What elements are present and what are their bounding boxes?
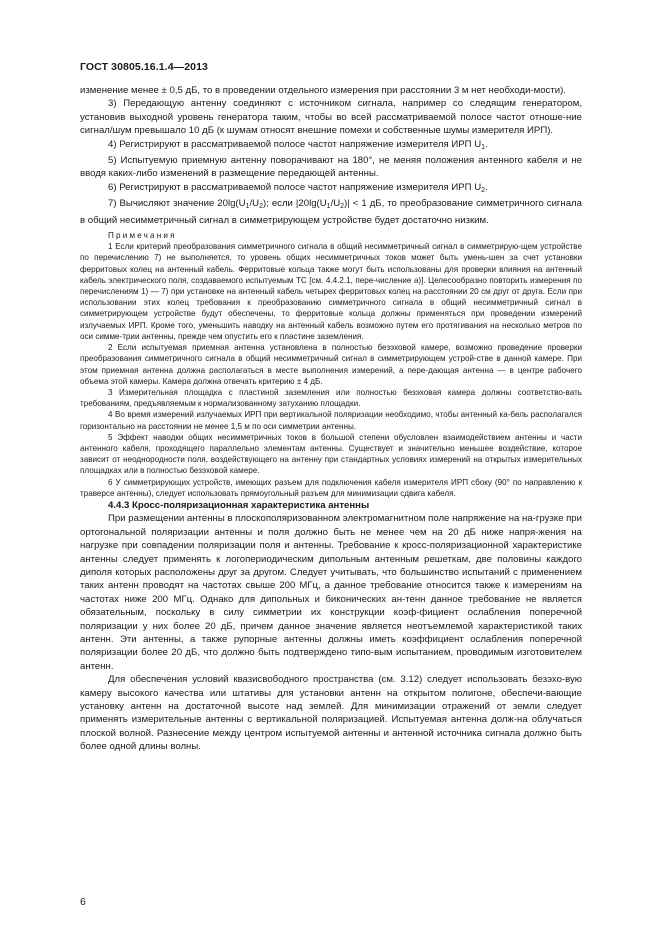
step-7-text-a: 7) Вычисляют значение 20lg(U xyxy=(108,198,246,210)
section-paragraph-2: Для обеспечения условий квазисвободного пространства (см. 3.12) следует использовать безэхо-вую камеру высокого качества или штативы для установки антенн на открытом полигоне, обеспечи-вающие установку антенн на достаточной высоте над землей. Для минимизации отражений от земли следует применять измерительные антенны с вертикальной поляризацией. Испытуемая антенна долж-на облучаться плоской волной. Разнесение между центром испытуемой антенны и антенной источника сигнала должно быть более одной длины волны. xyxy=(80,674,582,753)
step-6: 6) Регистрируют в рассматриваемой полосе частот напряжение измерителя ИРП $U_2$. xyxy=(108,181,488,194)
step-7 xyxy=(80,197,582,227)
section-heading: 4.4.3 Кросс-поляризационная характеристика антенны xyxy=(108,499,370,511)
note-5: 5 Эффект наводки общих несимметричных токов в большой степени обусловлен взаимодействием антенны и части антенного кабеля, проходящего параллельно элементам антенны. Существует и значительно меньшее воздействие, которое зависит от неоднородности поля, воздействующего на антенну при стандартных условиях измерений на открытых измерительных площадках или в полностью безэховой камере. xyxy=(80,432,582,476)
step-4: 4) Регистрируют в рассматриваемой полосе частот напряжение измерителя ИРП $U_1$. xyxy=(108,138,488,151)
step-7-text-e: )| < 1 дБ, то преобразование симметричного сигнала в общий несимметричный сигнал в симметрирующем устройстве будет достаточно низким. xyxy=(80,198,582,226)
page-number: 6 xyxy=(80,896,86,908)
note-4: 4 Во время измерений излучаемых ИРП при вертикальной поляризации необходимо, чтобы антенный ка-бель располагался горизонтально на расстоянии не менее 1,5 м по оси симметрии антенны. xyxy=(80,410,582,431)
step-3: 3) Передающую антенну соединяют с источником сигнала, например со следящим генератором, установив выходной уровень генератора таким, чтобы во всей рассматриваемой полосе частот отноше-ние сигнал/шум превышало 10 дБ (к шумам относят внешние помехи и собственные шумы измерителя ИРП). xyxy=(80,98,582,137)
notes-block xyxy=(80,230,582,499)
note-3: 3 Измерительная площадка с пластиной заземления или полностью безэховая камера должны соответство-вать требованиям, предъявляемым к нормализованному затуханию площадки. xyxy=(80,387,582,409)
step-7-sub-d: 2 xyxy=(340,203,345,211)
step-7-sub-c: 1 xyxy=(326,203,331,211)
step-7-text-d: /U xyxy=(330,198,341,210)
step-7-text-c: ); если |20lg(U xyxy=(262,198,327,210)
note-1: 1 Если критерий преобразования симметричного сигнала в общий несимметричный сигнал в симметрирую-щем устройстве по перечислению 7) не выполняется, то уровень общих несимметричных токов может быть умень-шен за счет установки ферритовых колец на антенный кабель. Ферритовые кольца также могут быть использованы для проверки влияния на антенный кабель электрического поля, создаваемого испытуемым ТС [см. 4.4.2.1, пере-числение a)]. Целесообразно повторить измерения по перечислениям 1) — 7) при установке на антенный кабель четырех ферритовых колец на расстоянии 20 см друг от друга. Если при использовании этих колец требования к преобразованию симметричного сигнала в общий несимметричный сигнал в симметрирующем устройстве будут обеспечены, то ферритовые кольца должны применяться при проведении измерений излучаемых ИРП. Кроме того, уменьшить наводку на антенный кабель возможно путем его протягивания на несколько метров по оси симме-трии антенны, прежде чем опустить его к пластине заземления. xyxy=(80,242,582,341)
step-7-sub-b: 2 xyxy=(259,203,263,211)
notes-title: Примечания xyxy=(108,231,177,241)
step-6-text: 6) Регистрируют в рассматриваемой полосе частот напряжение измерителя ИРП U xyxy=(108,181,482,193)
step-4-text: 4) Регистрируют в рассматриваемой полосе частот напряжение измерителя ИРП U xyxy=(108,138,482,150)
step-6-subscript: 2 xyxy=(481,186,486,194)
step-7-sub-a: 1 xyxy=(245,203,250,211)
section-paragraph-1: При размещении антенны в плоскополяризованном электромагнитном поле напряжение на на-грузке при ортогональной поляризации антенны и поля должно быть не менее чем на 20 дБ ниже напря-жения на нагрузке при совпадении поляризации поля и антенны. Требование к кросс-поляризационной характеристике антенны следует применять к логопериодическим дипольным антенным решеткам, две половины каждого диполя которых расположены друг за другом. Следует учитывать, что большинство испытаний с применением таких антенн проводят на частотах свыше 200 МГц, а данное требование относится также к измерениям на частотах ниже 200 МГц. Однако для дипольных и биконических ан-тенн данное требование не является обязательным, поскольку в силу симметрии их конструкции коэф-фициент ослабления поперечной поляризации у них более 20 дБ, причем данное значение является неотъемлемой характеристикой таких антенн. Эти антенны, а также рупорные антенны должны иметь коэффициент ослабления поперечной поляризации более 20 дБ, что должно быть подтверждено типо-вым испытанием, проводимым изготовителем антенн. xyxy=(80,513,582,672)
standard-header: ГОСТ 30805.16.1.4—2013 xyxy=(80,61,208,73)
paragraph-continuation: изменение менее ± 0,5 дБ, то в проведении отдельного измерения при расстоянии 3 м нет необходи-мости). xyxy=(80,85,566,96)
note-2: 2 Если испытуемая приемная антенна установлена в полностью безэховой камере, возможно проведение проверки преобразования симметричного сигнала в общий несимметричный сигнал в симметрирующем устрой-стве в данной камере. При этом приемная антенна должна располагаться в месте выполнения измерений, а пере-дающая антенна — в центре рабочего объема этой камеры. Камера должна отвечать критерию ± 4 дБ. xyxy=(80,343,582,386)
page-body xyxy=(80,84,582,754)
step-7-text-b: /U xyxy=(249,198,260,210)
note-6: 6 У симметрирующих устройств, имеющих разъем для подключения кабеля измерителя ИРП сбоку (90° по направлению к траверсе антенны), следует использовать прямоугольный разъем для минимизации сдвига кабеля. xyxy=(80,477,582,498)
step-5: 5) Испытуемую приемную антенну поворачивают на 180°, не меняя положения антенного кабеля и не вводя каких-либо изменений в размещение передающей антенны. xyxy=(80,155,582,180)
step-4-subscript: 1 xyxy=(481,143,486,151)
